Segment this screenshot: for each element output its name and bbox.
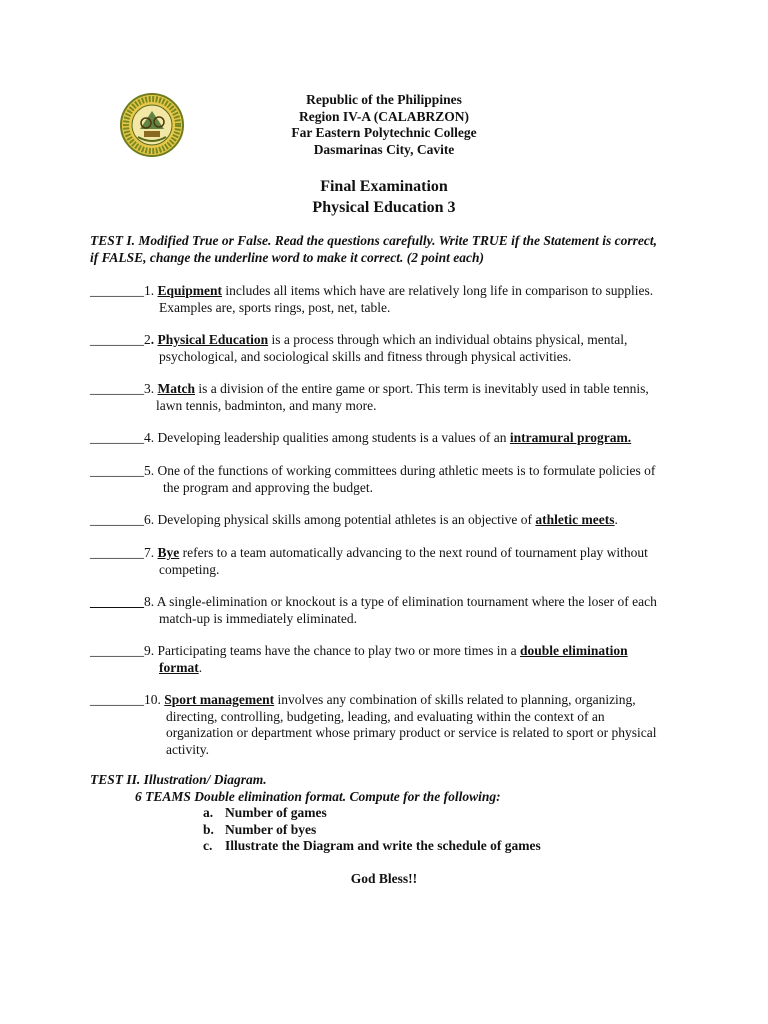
list-marker: a. [203,805,214,820]
question-text: is a division of the entire game or sport. This term is inevitably used in table tennis, [195,381,649,396]
answer-blank[interactable]: ________ [90,692,144,707]
list-marker: b. [203,821,214,837]
underlined-keyword: intramural program. [509,430,632,445]
question-text: includes all items which have are relatively long life in comparison to supplies. [222,283,654,298]
answer-blank[interactable]: ________ [90,594,144,609]
exam-title [0,176,768,218]
question-1 [90,283,690,316]
question-7 [90,545,690,578]
question-number-dot: . [150,332,158,347]
question-5 [90,463,690,496]
underlined-keyword: athletic meets [535,512,615,527]
answer-blank[interactable]: ________ [90,332,144,347]
test1-instructions-line2: if FALSE, change the underline word to make it correct. (2 point each) [90,249,485,265]
question-number: 7. [144,545,158,560]
list-item-text: Number of games [225,805,327,820]
question-number: 9. [144,643,158,658]
question-text-continued: psychological, and sociological skills and fitness through physical activities. [159,348,572,364]
header-line-city: Dasmarinas City, Cavite [313,141,455,157]
question-text-continued: directing, controlling, budgeting, leading, and evaluating within the context of an [166,708,605,724]
underlined-keyword: Sport management [164,692,275,707]
answer-blank[interactable]: ________ [90,512,144,527]
question-text: is a process through which an individual obtains physical, mental, [268,332,628,347]
question-text-continued: match-up is immediately eliminated. [159,610,357,626]
institution-header [0,92,768,158]
underlined-keyword: Match [157,381,195,396]
question-number: 5. [144,463,158,478]
question-text-continued: the program and approving the budget. [163,479,373,495]
test2-section [90,772,690,855]
question-text: One of the functions of working committees during athletic meets is to formulate policies of [157,463,656,478]
question-text-continued: competing. [159,561,220,577]
underlined-keyword: Equipment [157,283,223,298]
question-number: 1. [144,283,158,298]
list-item [203,805,690,822]
question-9 [90,643,690,676]
question-4 [90,430,690,447]
list-item-text: Illustrate the Diagram and write the schedule of games [225,838,541,853]
list-item [203,822,690,839]
question-text-end: . [614,512,618,527]
title-line-subject: Physical Education 3 [312,199,456,216]
answer-blank[interactable]: ________ [90,545,144,560]
question-text-end: . [198,659,203,675]
list-item [203,838,690,855]
test2-subheading: 6 TEAMS Double elimination format. Compute for the following: [135,788,501,804]
underlined-keyword: Physical Education [157,332,269,347]
question-10 [90,692,690,758]
question-text: Developing physical skills among potential athletes is an objective of [157,512,536,527]
closing-text: God Bless!! [350,871,418,886]
question-text: Participating teams have the chance to play two or more times in a [157,643,521,658]
test2-items [90,805,690,855]
question-text-continued: lawn tennis, badminton, and many more. [156,397,377,413]
underlined-keyword: Bye [157,545,180,560]
header-line-college: Far Eastern Polytechnic College [291,125,477,141]
answer-blank[interactable]: ________ [90,283,144,298]
question-text-continued: Examples are, sports rings, post, net, table. [159,299,391,315]
question-text: Developing leadership qualities among students is a values of an [157,430,510,445]
answer-blank[interactable]: ________ [90,430,144,445]
test2-heading: TEST II. Illustration/ Diagram. [90,772,267,787]
question-number: 4. [144,430,158,445]
question-number: 3. [144,381,158,396]
question-text: A single-elimination or knockout is a type of elimination tournament where the loser of each [156,594,657,609]
question-number: 10. [144,692,165,707]
answer-blank[interactable]: ________ [90,381,144,396]
question-text-continued: activity. [166,741,209,757]
question-3 [90,381,690,414]
underlined-keyword-continued: format [159,659,199,675]
question-number: 8. [144,594,157,609]
question-number: 2 [144,332,151,347]
underlined-keyword: double elimination [520,643,628,658]
question-text-continued: organization or department whose primary product or service is related to sport or physical [166,725,657,740]
question-text: involves any combination of skills related to planning, organizing, [274,692,636,707]
answer-blank[interactable]: ________ [90,643,144,658]
test1-instructions [90,233,690,266]
header-line-region: Region IV-A (CALABRZON) [298,108,469,124]
test1-instructions-line1: TEST I. Modified True or False. Read the questions carefully. Write TRUE if the Statement is correct, [90,233,657,248]
question-8 [90,594,690,627]
question-6 [90,512,690,529]
list-marker: c. [203,838,213,853]
question-2 [90,332,690,365]
title-line-exam: Final Examination [320,178,448,195]
question-number: 6. [144,512,158,527]
header-line-republic: Republic of the Philippines [306,92,462,107]
list-item-text: Number of byes [225,821,317,837]
question-text: refers to a team automatically advancing to the next round of tournament play without [179,545,648,560]
answer-blank[interactable]: ________ [90,463,144,478]
